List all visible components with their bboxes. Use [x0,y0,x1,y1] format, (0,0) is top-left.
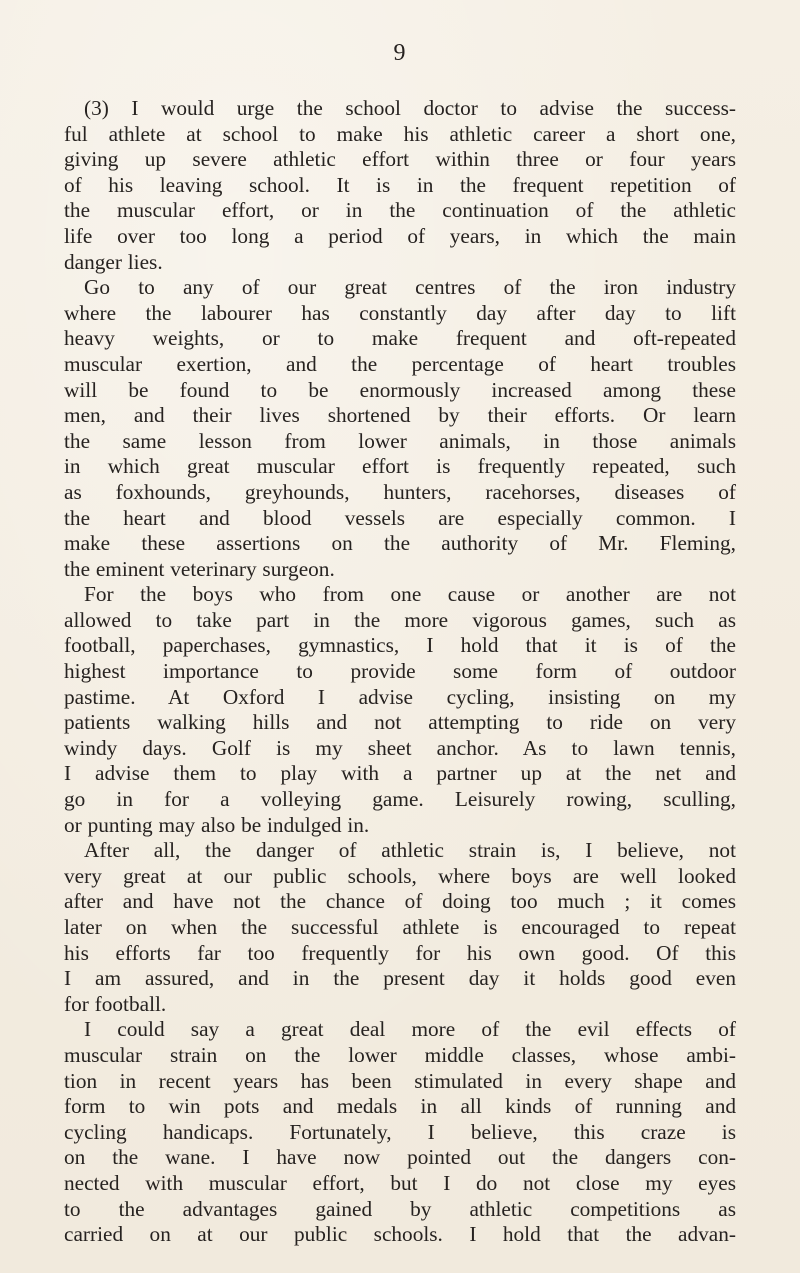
text-line: or punting may also be indulged in. [64,812,370,837]
text-line: the heart and blood vessels are especially common. I [64,505,736,530]
text-line: his efforts far too frequently for his own good. Of this [64,940,736,965]
text-line: the same lesson from lower animals, in those animals [64,428,736,453]
text-line: After all, the danger of athletic strain is, I believe, not [84,838,736,863]
text-line: football, paperchases, gymnastics, I hold that it is of the [64,633,736,658]
text-line: (3) I would urge the school doctor to advise the success- [84,96,736,120]
text-line: muscular exertion, and the percentage of heart troubles [64,351,736,376]
text-line: will be found to be enormously increased among these [64,377,736,402]
text-line: highest importance to provide some form of outdoor [64,659,736,684]
text-line: make these assertions on the authority of Mr. Fleming, [64,531,736,556]
text-line: ful athlete at school to make his athletic career a short one, [64,121,736,146]
text-line: on the wane. I have now pointed out the dangers con- [64,1145,736,1170]
text-line: very great at our public schools, where boys are well looked [64,863,736,888]
text-line: pastime. At Oxford I advise cycling, insisting on my [64,684,736,709]
text-line: Go to any of our great centres of the iron industry [84,275,736,300]
text-line: as foxhounds, greyhounds, hunters, racehorses, diseases of [64,479,736,504]
text-line: I advise them to play with a partner up at the net and [64,761,736,786]
text-line: muscular strain on the lower middle classes, whose ambi- [64,1042,736,1067]
text-line: heavy weights, or to make frequent and oft-repeated [64,326,736,351]
text-line: where the labourer has constantly day after day to lift [64,300,736,325]
text-line: giving up severe athletic effort within three or four years [64,147,736,172]
text-line: life over too long a period of years, in which the main [64,223,736,248]
text-line: patients walking hills and not attempting to ride on very [64,710,736,735]
text-line: allowed to take part in the more vigorous games, such as [64,607,736,632]
text-line: to the advantages gained by athletic competitions as [64,1196,736,1221]
text-line: for football. [64,991,167,1016]
text-line: men, and their lives shortened by their efforts. Or learn [64,403,736,428]
text-line: of his leaving school. It is in the frequent repetition of [64,172,736,197]
text-line: danger lies. [64,249,163,274]
text-line: in which great muscular effort is frequently repeated, such [64,454,736,479]
text-line: windy days. Golf is my sheet anchor. As to lawn tennis, [64,735,736,760]
text-line: tion in recent years has been stimulated in every shape and [64,1068,736,1093]
text-line: carried on at our public schools. I hold that the advan- [64,1222,736,1247]
text-line: the eminent veterinary surgeon. [64,556,335,581]
text-line: I could say a great deal more of the evil effects of [84,1017,736,1042]
body-text [64,96,736,1248]
page-number: 9 [393,40,407,66]
text-line: I am assured, and in the present day it holds good even [64,966,736,991]
text-line: cycling handicaps. Fortunately, I believe, this craze is [64,1119,736,1144]
text-line: go in for a volleying game. Leisurely rowing, sculling, [64,787,736,812]
text-line: the muscular effort, or in the continuation of the athletic [64,198,736,223]
text-line: after and have not the chance of doing too much ; it comes [64,889,736,914]
text-line: nected with muscular effort, but I do not close my eyes [64,1170,736,1195]
text-line: For the boys who from one cause or another are not [84,582,736,607]
text-line: later on when the successful athlete is encouraged to repeat [64,915,736,939]
text-line: form to win pots and medals in all kinds of running and [64,1094,736,1119]
